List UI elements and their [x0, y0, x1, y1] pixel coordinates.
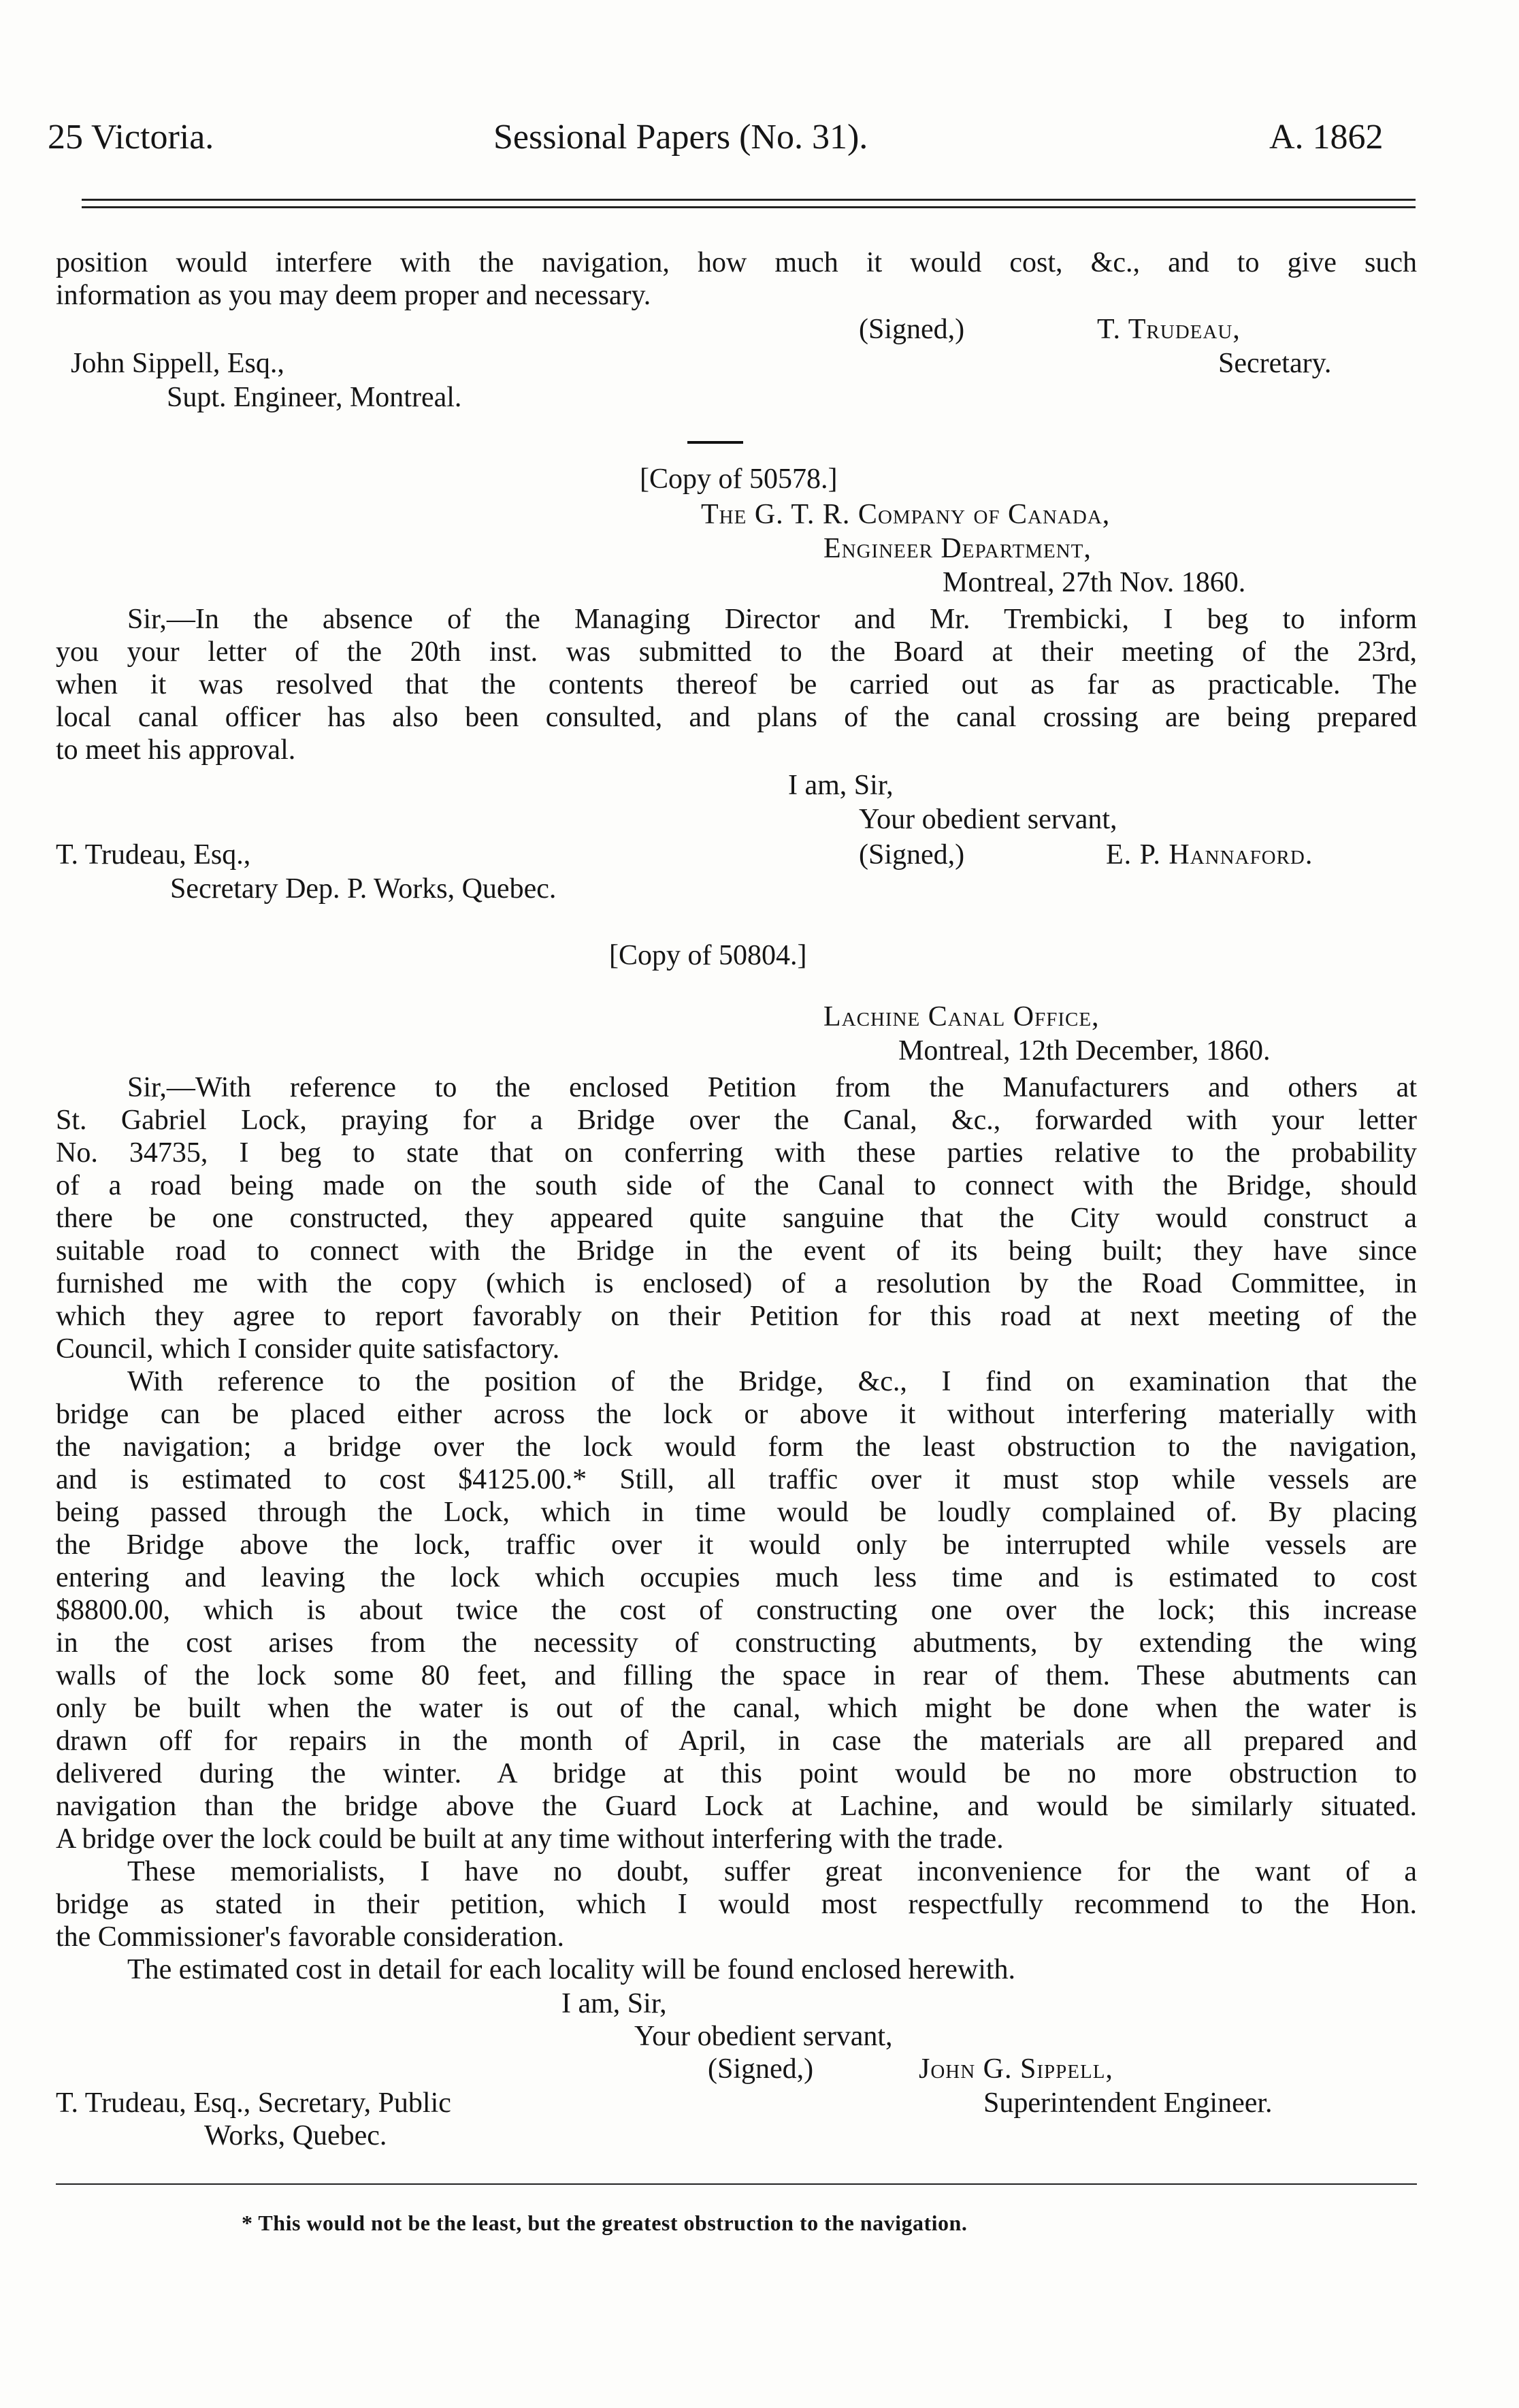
letter3-p1-line-2: St. Gabriel Lock, praying for a Bridge over the Canal, &c., forwarded with your letter: [56, 1105, 1417, 1136]
header-rule-top: [82, 199, 1416, 201]
letter2-line-2: you your letter of the 20th inst. was submitted to the Board at their meeting of the 23rd,: [56, 636, 1417, 668]
letter3-p1-line-5: there be one constructed, they appeared quite sanguine that the City would construct a: [56, 1203, 1417, 1234]
header-year: A. 1862: [1269, 118, 1384, 157]
header-title: Sessional Papers (No. 31).: [493, 118, 868, 157]
letter3-p2-line-1: With reference to the position of the Bridge, &c., I find on examination that the: [127, 1366, 1417, 1397]
letter3-p2-line-13: delivered during the winter. A bridge at this point would be no more obstruction to: [56, 1758, 1417, 1789]
letter3-p3-line-2: bridge as stated in their petition, which I would most respectfully recommend to the Hon.: [56, 1889, 1417, 1920]
header-rule-bottom: [82, 206, 1416, 208]
letter2-closing-2: Your obedient servant,: [859, 804, 1117, 835]
footnote-rule: [56, 2183, 1417, 2185]
letter3-p2-line-7: entering and leaving the lock which occupies much less time and is estimated to cost: [56, 1562, 1417, 1593]
letter2-copy-ref: [Copy of 50578.]: [640, 463, 838, 495]
letter2-date: Montreal, 27th Nov. 1860.: [943, 567, 1246, 598]
letter1-signer-title: Secretary.: [1218, 348, 1332, 379]
letter3-p1-line-7: furnished me with the copy (which is enclosed) of a resolution by the Road Committee, in: [56, 1268, 1417, 1299]
letter2-addressee: T. Trudeau, Esq.,: [56, 839, 251, 871]
letter3-p2-line-8: $8800.00, which is about twice the cost of constructing one over the lock; this increase: [56, 1595, 1417, 1626]
letter3-org: Lachine Canal Office,: [823, 1001, 1100, 1032]
letter2-line-4: local canal officer has also been consulted, and plans of the canal crossing are being prepared: [56, 702, 1417, 733]
letter1-line-2: information as you may deem proper and necessary.: [56, 280, 651, 311]
letter3-addressee: T. Trudeau, Esq., Secretary, Public: [56, 2087, 451, 2119]
letter3-p2-line-2: bridge can be placed either across the lock or above it without interfering materially with: [56, 1399, 1417, 1430]
letter3-date: Montreal, 12th December, 1860.: [898, 1035, 1271, 1067]
letter3-p1-line-3: No. 34735, I beg to state that on conferring with these parties relative to the probability: [56, 1137, 1417, 1169]
header-session: 25 Victoria.: [48, 118, 214, 157]
letter3-p1-line-4: of a road being made on the south side of the Canal to connect with the Bridge, should: [56, 1170, 1417, 1201]
letter3-p1-line-8: which they agree to report favorably on their Petition for this road at next meeting of the: [56, 1301, 1417, 1332]
letter3-p2-line-6: the Bridge above the lock, traffic over it would only be interrupted while vessels are: [56, 1529, 1417, 1561]
letter1-addressee-title: Supt. Engineer, Montreal.: [167, 382, 462, 413]
letter3-p2-line-4: and is estimated to cost $4125.00.* Still, all traffic over it must stop while vessels are: [56, 1464, 1417, 1495]
letter3-p1-line-9: Council, which I consider quite satisfactory.: [56, 1333, 560, 1365]
letter3-p2-line-15: A bridge over the lock could be built at any time without interfering with the trade.: [56, 1823, 1004, 1855]
letter3-p1-line-1: Sir,—With reference to the enclosed Petition from the Manufacturers and others at: [127, 1072, 1417, 1103]
letter2-signed: (Signed,): [859, 839, 965, 871]
letter3-p2-line-10: walls of the lock some 80 feet, and filling the space in rear of them. These abutments can: [56, 1660, 1417, 1691]
letter3-addressee-cont: Works, Quebec.: [204, 2120, 387, 2151]
letter1-line-1: position would interfere with the navigation, how much it would cost, &c., and to give such: [56, 247, 1417, 278]
letter3-p2-line-5: being passed through the Lock, which in time would be loudly complained of. By placing: [56, 1497, 1417, 1528]
letter1-signed: (Signed,): [859, 314, 965, 345]
letter2-line-5: to meet his approval.: [56, 734, 296, 766]
footnote: * This would not be the least, but the greatest obstruction to the navigation.: [242, 2211, 968, 2235]
letter3-p2-line-9: in the cost arises from the necessity of constructing abutments, by extending the wing: [56, 1627, 1417, 1659]
letter2-line-1: Sir,—In the absence of the Managing Director and Mr. Trembicki, I beg to inform: [127, 604, 1417, 635]
letter2-line-3: when it was resolved that the contents thereof be carried out as far as practicable. The: [56, 669, 1417, 700]
letter2-org: The G. T. R. Company of Canada,: [701, 499, 1111, 530]
letter3-signed: (Signed,): [708, 2053, 814, 2085]
letter3-p2-line-3: the navigation; a bridge over the lock would form the least obstruction to the navigation,: [56, 1431, 1417, 1463]
letter1-signer: T. Trudeau,: [1097, 314, 1241, 345]
letter3-p4: The estimated cost in detail for each locality will be found enclosed herewith.: [127, 1954, 1016, 1985]
letter3-closing-2: Your obedient servant,: [634, 2021, 893, 2052]
letter3-copy-ref: [Copy of 50804.]: [609, 940, 807, 971]
letter3-signer-title: Superintendent Engineer.: [983, 2087, 1273, 2119]
letter2-closing: I am, Sir,: [788, 770, 894, 801]
letter3-p3-line-1: These memorialists, I have no doubt, suffer great inconvenience for the want of a: [127, 1856, 1417, 1887]
letter2-department: Engineer Department,: [823, 533, 1092, 564]
letter-divider: [687, 441, 743, 444]
letter3-signer: John G. Sippell,: [919, 2053, 1113, 2085]
letter3-p3-line-3: the Commissioner's favorable consideration.: [56, 1921, 565, 1953]
letter2-addressee-title: Secretary Dep. P. Works, Quebec.: [170, 873, 557, 905]
letter3-closing: I am, Sir,: [561, 1988, 667, 2019]
letter1-addressee: John Sippell, Esq.,: [71, 348, 284, 379]
letter3-p2-line-11: only be built when the water is out of the canal, which might be done when the water is: [56, 1693, 1417, 1724]
letter3-p2-line-12: drawn off for repairs in the month of April, in case the materials are all prepared and: [56, 1725, 1417, 1757]
letter3-p1-line-6: suitable road to connect with the Bridge in the event of its being built; they have since: [56, 1235, 1417, 1267]
letter3-p2-line-14: navigation than the bridge above the Guard Lock at Lachine, and would be similarly situated.: [56, 1791, 1417, 1822]
letter2-signer: E. P. Hannaford.: [1106, 839, 1313, 871]
